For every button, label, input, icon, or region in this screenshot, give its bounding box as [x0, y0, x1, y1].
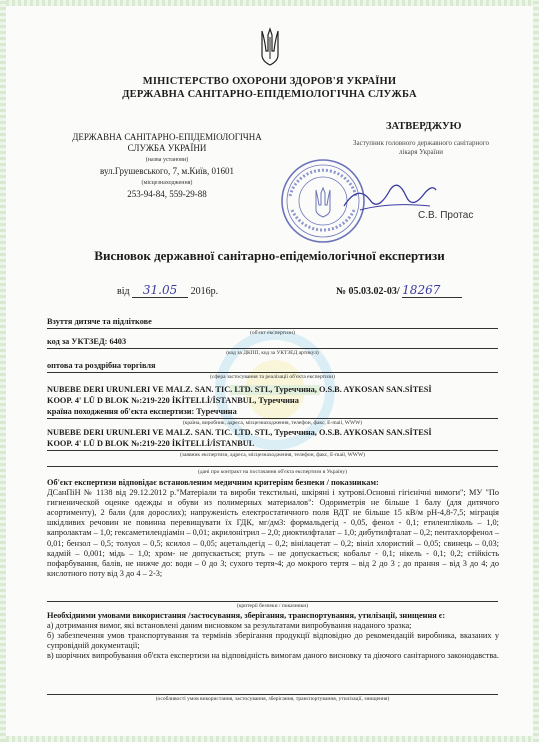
code-field: код за УКТЗЕД: 6403 [47, 337, 127, 346]
org-name-caption: (назва установи) [145, 157, 189, 163]
scope-rule [47, 372, 498, 373]
number-line [336, 283, 462, 298]
contract-rule [47, 466, 498, 467]
applicant-caption: (заявник експертизи, адреса, місцезнаходження, телефон, факс, E-mail, WWW) [179, 452, 366, 458]
contract-caption: (дані про контракт на постачання об'єкта експертизи в Україну) [198, 469, 347, 475]
applicant-line2: KOOP. 4' LÜ D BLOK №:219-220 İKİTELLİ/İSTANBUL [47, 439, 255, 448]
approver-position: Заступник головного державного санітарного лікаря України [353, 139, 489, 156]
org-name-line1: ДЕРЖАВНА САНІТАРНО-ЕПІДЕМІОЛОГІЧНА [72, 132, 262, 142]
document-title: Висновок державної санітарно-епідеміологічної експертизи [94, 248, 445, 263]
org-phone: 253-94-84, 559-29-88 [127, 189, 207, 199]
criteria-rule [47, 601, 498, 602]
date-line [117, 283, 218, 298]
condition-a: а) дотримання вимог, які встановлені даним висновком за результатами випробування наданого зразка; [47, 621, 412, 631]
manufacturer-caption: (країна, виробник, адреса, місцезнаходження, телефон, факс, E-mail, WWW) [182, 420, 363, 426]
decorative-border-right [533, 0, 539, 742]
ministry-title: МІНІСТЕРСТВО ОХОРОНИ ЗДОРОВ'Я УКРАЇНИ [142, 76, 397, 87]
decorative-border-left [0, 0, 6, 742]
code-caption: (код за ДКПП, код за УКТЗЕД артикул) [226, 350, 319, 356]
service-title: ДЕРЖАВНА САНІТАРНО-ЕПІДЕМІОЛОГІЧНА СЛУЖБА [122, 89, 417, 100]
conditions-lead: Необхідними умовами використання /застосування, зберігання, транспортування, утилізації, знищення є: [47, 611, 446, 620]
applicant-rule [47, 450, 498, 451]
conditions-paragraph [47, 611, 499, 661]
manufacturer-line2: KOOP. 4' LÜ D BLOK №:219-220 İKİTELLİ/İSTANBUL, Туреччина [47, 396, 299, 405]
signer-name: С.В. Протас [418, 210, 474, 221]
object-rule [47, 328, 498, 329]
decorative-border-top [0, 0, 539, 6]
country-of-origin: країна походження об'єкта експертизи: Туреччина [47, 407, 237, 416]
object-field: Взуття дитяче та підліткове [47, 317, 152, 326]
date-value: 31.05 [132, 283, 188, 298]
org-name-line2: СЛУЖБА УКРАЇНИ [127, 143, 207, 153]
manufacturer-line1: NUBEBE DERI URUNLERI VE MALZ. SAN. TIC. LTD. STI., Туреччина, O.S.B. AYKOSAN SAN.SİTESİ [47, 385, 432, 394]
manufacturer-rule [47, 418, 498, 419]
number-value: 18267 [402, 283, 462, 298]
criteria-paragraph [47, 478, 499, 579]
date-prefix: від [117, 286, 130, 297]
criteria-text: ДСанПіН № 1138 від 29.12.2012 р."Матеріали та вироби текстильні, шкіряні і хутрові.Основні гігієнічні вимоги"; МУ "По гигиенической оценке одежды и обуви из полимерных материалов": Одориметрія не більше 1 балу (для дитячого асортименту), 2 бали (для дорослих); напруженість електростатичного поля ВДТ не більше 15 кВ/м рН-4,8-7,5; міграція шкідливих речовин не повинна перевищувати їх ГДК, мг/дм3: формальдегід - 0,05, фенол - 0,1; етиленгліколь – 1,0; капролактам – 1,0; гексаметилендіамін – 0,01; акрилонітрил – 2,0; диоктилфталат – 1,0; дибутилфталат – 0,2; пентахлорфенол – 0,01; бензол – 0,5; толуол – 0,5; ксилол – 0,05; ацетальдегід – 0,2; вінілацетат – 0,2; вініл хлористий – 0,05; свинець – 0,03; кадмій – 0,001; мідь – 1,0; хром- не допускається; ртуть – не допускається; кобальт - 0,1; нікель - 0,1; 0,2; стійкість пофарбування, балів, не нижче до: води – 0 до 3; сухого тертя-4; до мокрого тертя – від 2 до 3 ; до прання – від 3 до 4; до кислотного поту від 3 до 4 – 2-3; [47, 488, 499, 578]
code-rule [47, 348, 498, 349]
date-year: 2016р. [190, 286, 219, 297]
criteria-caption: (критерії безпеки / показники) [236, 603, 309, 609]
conditions-rule [47, 694, 498, 695]
object-caption: (об'єкт експертизи) [250, 330, 295, 336]
criteria-lead: Об'єкт експертизи відповідає встановленим медичним критеріям безпеки / показникам: [47, 478, 379, 487]
condition-c: в) шорічних випробування об'єкта експертизи на відповідність вимогам даного висновку та діючого санітарного законодавства. [47, 651, 499, 661]
decorative-border-bottom [0, 736, 539, 742]
scope-field: оптова та роздрібна торгівля [47, 361, 156, 370]
org-address: вул.Грушевського, 7, м.Київ, 01601 [100, 166, 234, 176]
number-prefix: № 05.03.02-03/ [336, 286, 400, 297]
trident-emblem-icon [259, 27, 281, 67]
org-address-caption: (місцезнаходження) [141, 180, 193, 186]
conditions-caption: (особливості умов використання, застосування, зберігання, транспортування, утилізації, знищення) [155, 696, 390, 702]
applicant-line1: NUBEBE DERI URUNLERI VE MALZ. SAN. TIC. LTD. STI., Туреччина, O.S.B. AYKOSAN SAN.SİTESİ [47, 428, 432, 437]
condition-b: б) забезпечення умов транспортування та термінів зберігання продукції відповідно до рекомендацій виробника, вказаних у супровідній документації; [47, 631, 499, 651]
approve-heading: ЗАТВЕРДЖУЮ [386, 121, 462, 132]
scope-caption: (сфера застосування та реалізації об'єкта експертизи) [210, 374, 335, 380]
